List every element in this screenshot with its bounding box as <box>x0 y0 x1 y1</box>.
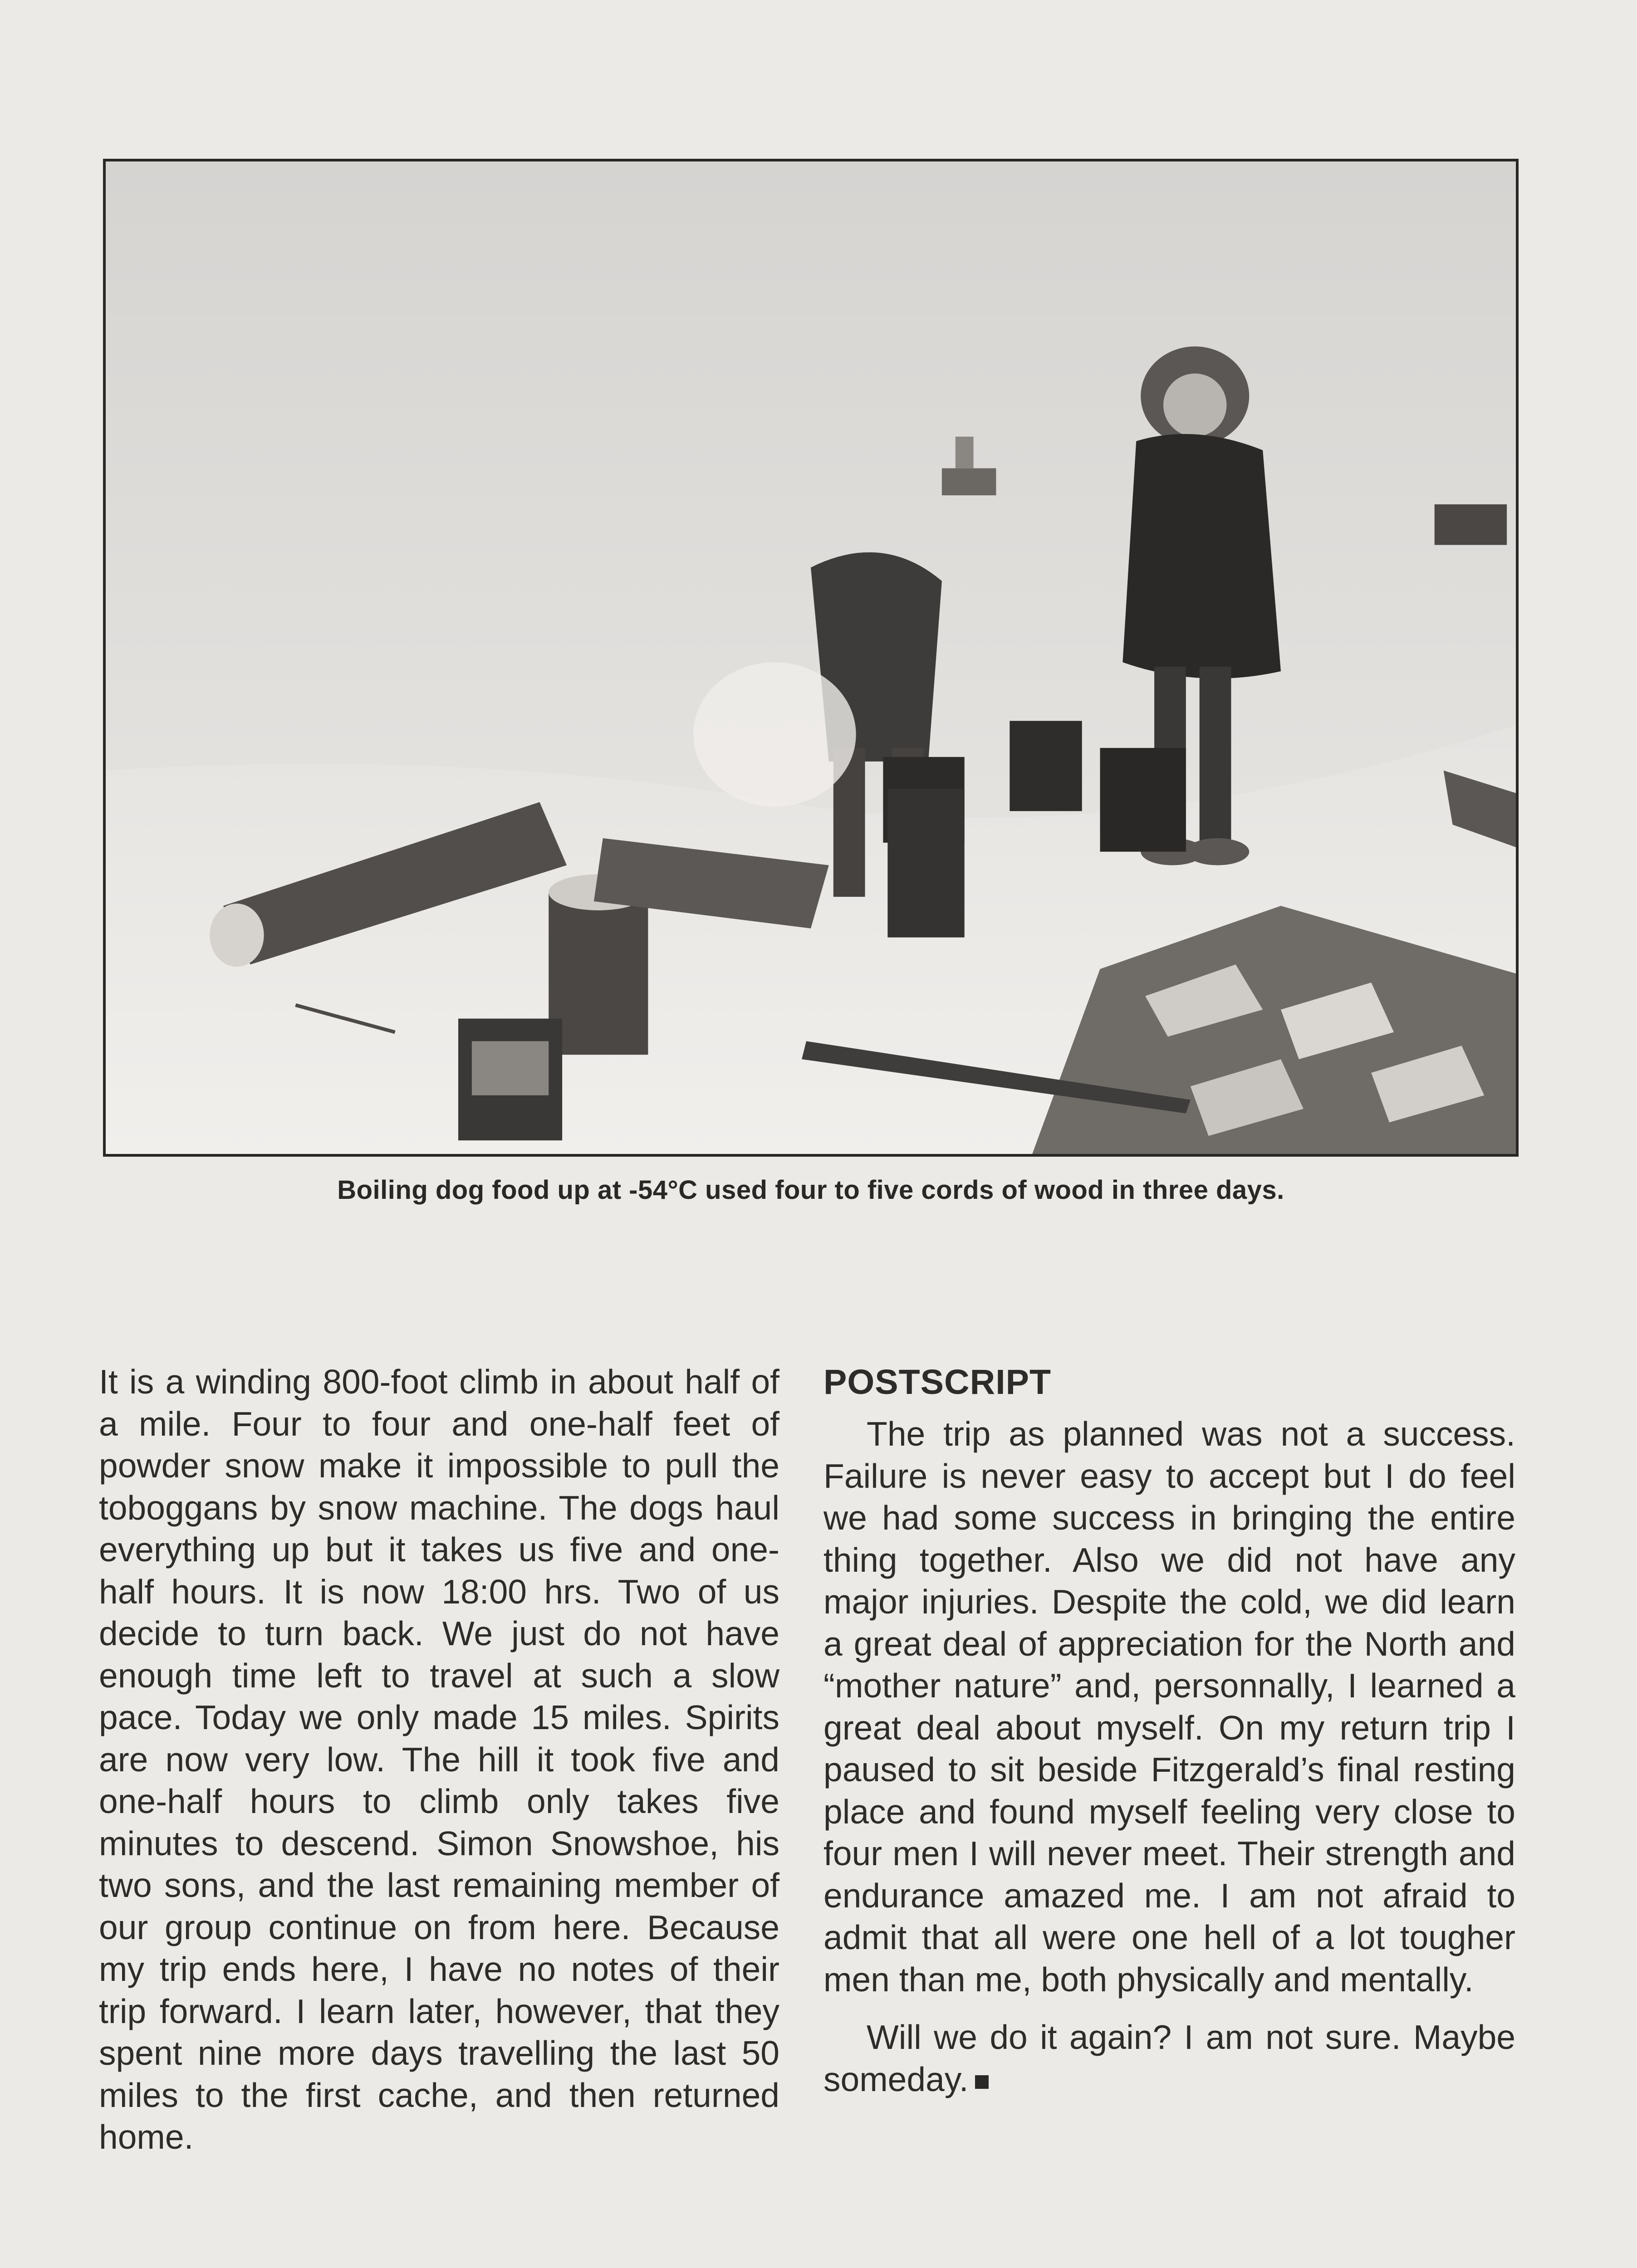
distant-sled-right-icon <box>1435 504 1507 545</box>
left-column <box>99 1361 779 2158</box>
fuel-can-icon <box>458 1019 562 1141</box>
left-column-paragraph: It is a winding 800-foot climb in about half of a mile. Four to four and one-half feet of powder snow make it impossible to pull the toboggans by snow machine. The dogs haul everything up but it takes us five and one-half hours. It is now 18:00 hrs. Two of us decide to turn back. We just do not have enough time left to travel at such a slow pace. Today we only made 15 miles. Spirits are now very low. The hill it took five and one-half hours to climb only takes five minutes to descend. Simon Snowshoe, his two sons, and the last remaining member of our group continue on from here. Because my trip ends here, I have no notes of their trip forward. I learn later, however, that they spent nine more days travelling the last 50 miles to the first cache, and then returned home. <box>99 1363 779 2156</box>
postscript-paragraph-2 <box>823 2016 1515 2100</box>
postscript-paragraph-1: The trip as planned was not a success. Failure is never easy to accept but I do feel we had some success in bringing the entire thing together. Also we did not have any major injuries. Despite the cold, we did learn a great deal of appreciation for the North and “mother nature” and, personnally, I learned a great deal about myself. On my return trip I paused to sit beside Fitzgerald’s final resting place and found myself feeling very close to four men I will never meet. Their strength and endurance amazed me. I am not afraid to admit that all were one hell of a lot tougher men than me, both physically and mentally. <box>823 1415 1515 1999</box>
photo-caption: Boiling dog food up at -54°C used four to five cords of wood in three days. <box>337 1175 1284 1205</box>
winter-camp-photo <box>103 159 1519 1157</box>
right-column <box>823 1361 1515 2100</box>
postscript-heading: POSTSCRIPT <box>823 1363 1052 1402</box>
end-mark-icon <box>975 2075 989 2089</box>
postscript-paragraph-2-text: Will we do it again? I am not sure. Maybe someday. <box>823 2018 1515 2098</box>
photo-illustration <box>106 161 1516 1154</box>
